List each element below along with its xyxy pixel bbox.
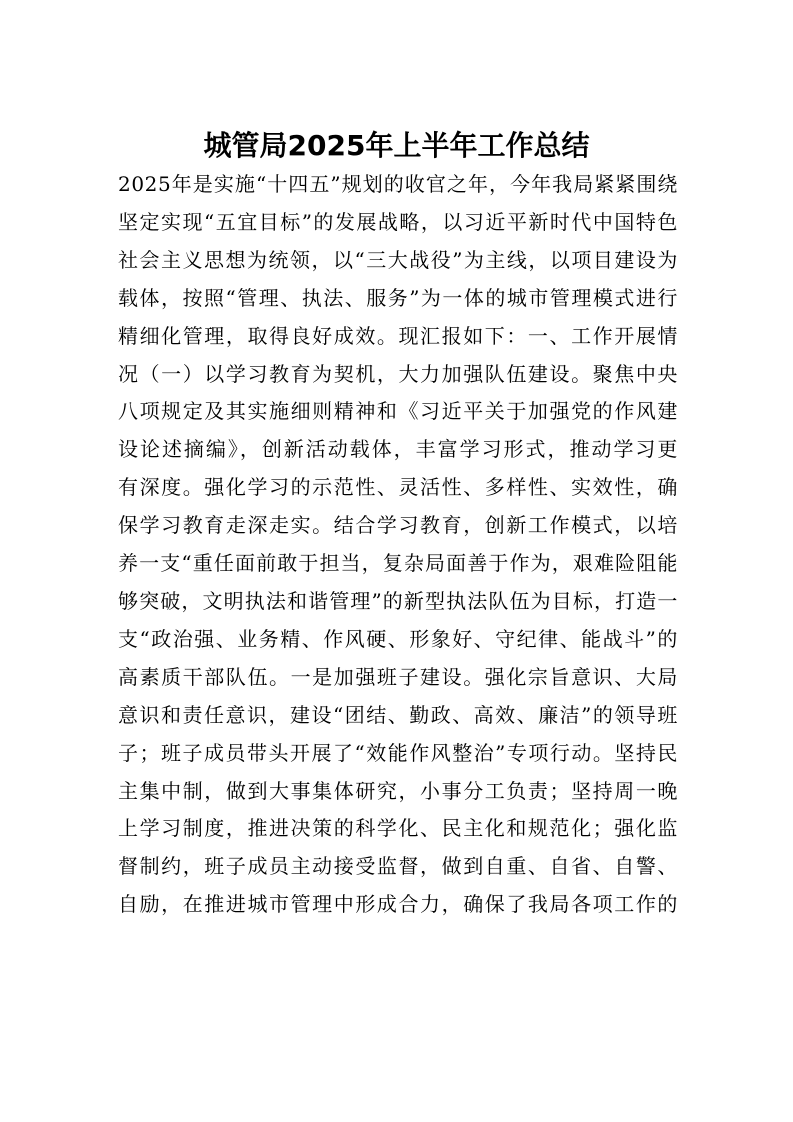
body-line: 主集中制，做到大事集体研究，小事分工负责；坚持周一晚 <box>118 778 678 803</box>
body-line: 上学习制度，推进决策的科学化、民主化和规范化；强化监 <box>118 816 678 841</box>
body-line: 设论述摘编》，创新活动载体，丰富学习形式，推动学习更 <box>118 437 678 462</box>
document-title: 城管局2025年上半年工作总结 <box>203 129 590 162</box>
body-line: 养一支“重任面前敢于担当，复杂局面善于作为，艰难险阻能 <box>118 551 678 576</box>
body-line: 况（一）以学习教育为契机，大力加强队伍建设。聚焦中央 <box>118 361 678 386</box>
document-body <box>118 166 678 924</box>
body-line: 自励，在推进城市管理中形成合力，确保了我局各项工作的 <box>118 892 678 917</box>
body-line: 社会主义思想为统领，以“三大战役”为主线，以项目建设为 <box>118 247 678 272</box>
body-line: 高素质干部队伍。一是加强班子建设。强化宗旨意识、大局 <box>118 664 678 689</box>
body-line: 八项规定及其实施细则精神和《习近平关于加强党的作风建 <box>118 399 678 424</box>
body-line: 载体，按照“管理、执法、服务”为一体的城市管理模式进行 <box>118 285 678 310</box>
body-line: 够突破，文明执法和谐管理”的新型执法队伍为目标，打造一 <box>118 588 678 613</box>
body-line: 坚定实现“五宜目标”的发展战略，以习近平新时代中国特色 <box>118 209 678 234</box>
body-line: 意识和责任意识，建设“团结、勤政、高效、廉洁”的领导班 <box>118 702 678 727</box>
body-line: 支“政治强、业务精、作风硬、形象好、守纪律、能战斗”的 <box>118 626 678 651</box>
body-line: 督制约，班子成员主动接受监督，做到自重、自省、自警、 <box>118 854 678 879</box>
body-line: 有深度。强化学习的示范性、灵活性、多样性、实效性，确 <box>118 475 678 500</box>
body-line: 子；班子成员带头开展了“效能作风整治”专项行动。坚持民 <box>118 740 678 765</box>
body-line: 2025年是实施“十四五”规划的收官之年，今年我局紧紧围绕 <box>118 172 678 196</box>
body-line: 保学习教育走深走实。结合学习教育，创新工作模式，以培 <box>118 513 678 538</box>
body-line: 精细化管理，取得良好成效。现汇报如下：一、工作开展情 <box>118 323 678 348</box>
